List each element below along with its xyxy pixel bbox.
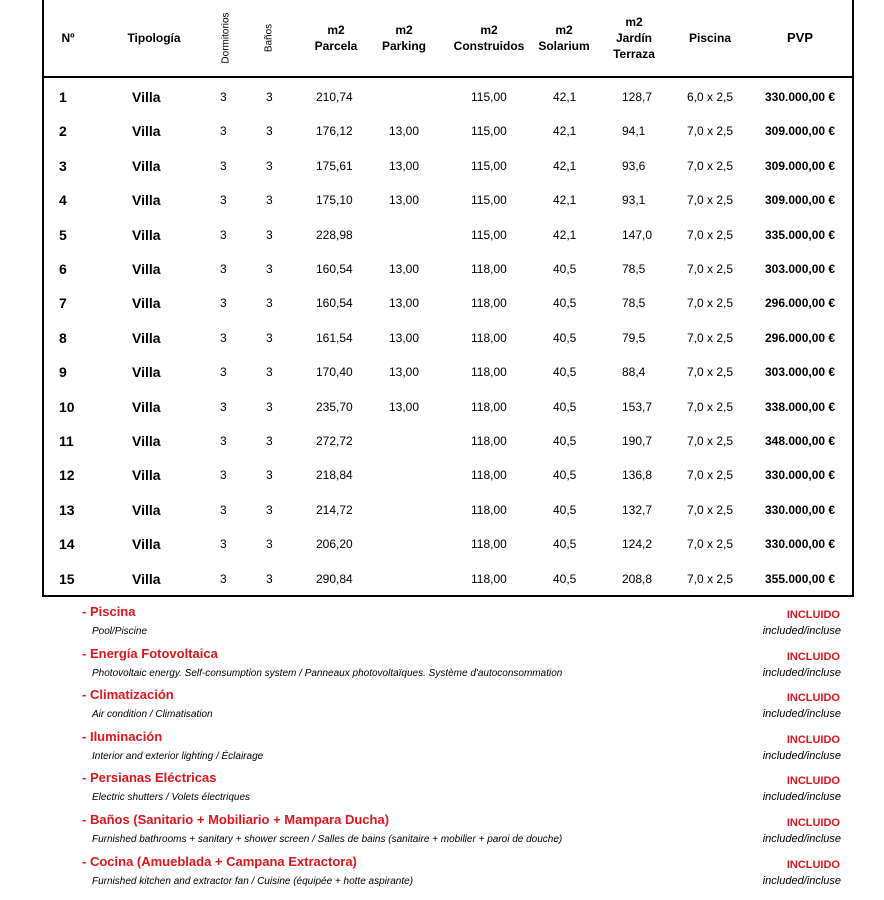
solarium-cell: 42,1 xyxy=(553,227,577,242)
construidos-cell: 118,00 xyxy=(471,262,507,276)
parking-cell: 13,00 xyxy=(389,365,420,380)
included-translation: included/incluse xyxy=(762,833,841,845)
dormitorios-cell: 3 xyxy=(220,468,227,483)
jardin-cell: 78,5 xyxy=(622,262,646,276)
piscina-cell: 7,0 x 2,5 xyxy=(687,262,734,276)
tipologia-cell: Villa xyxy=(132,467,161,484)
pvp-cell: 309.000,00 € xyxy=(765,124,836,139)
solarium-cell: 40,5 xyxy=(553,365,577,380)
solarium-cell: 40,5 xyxy=(553,399,577,414)
tipologia-cell: Villa xyxy=(132,295,161,312)
feature-description: Photovoltaic energy. Self-consumption system / Panneaux photovoltaïques. Système d'autoconsommation xyxy=(92,667,563,679)
row-number: 5 xyxy=(59,226,67,243)
parking-cell: 13,00 xyxy=(389,262,420,276)
parking-cell: 13,00 xyxy=(389,330,420,345)
piscina-cell: 7,0 x 2,5 xyxy=(687,434,734,448)
header-parking: m2 Parking xyxy=(381,23,426,53)
feature-title: - Persianas Eléctricas xyxy=(82,770,217,786)
table-row xyxy=(44,286,852,320)
tipologia-cell: Villa xyxy=(132,501,161,518)
parcela-cell: 175,10 xyxy=(316,193,353,208)
feature-description: Electric shutters / Volets électriques xyxy=(92,792,251,804)
header-number: Nº xyxy=(61,31,75,45)
included-translation: included/incluse xyxy=(762,874,841,887)
construidos-cell: 115,00 xyxy=(471,158,507,173)
row-number: 9 xyxy=(59,364,67,381)
dormitorios-cell: 3 xyxy=(220,193,227,208)
pvp-cell: 330.000,00 € xyxy=(765,537,836,552)
solarium-cell: 40,5 xyxy=(553,330,577,345)
pvp-cell: 303.000,00 € xyxy=(765,365,836,380)
feature-title: - Iluminación xyxy=(82,728,163,744)
construidos-cell: 118,00 xyxy=(471,365,507,380)
piscina-cell: 7,0 x 2,5 xyxy=(687,571,734,586)
feature-item xyxy=(0,766,884,808)
feature-item xyxy=(0,642,884,684)
parcela-cell: 176,12 xyxy=(316,124,353,139)
jardin-cell: 78,5 xyxy=(622,296,646,311)
jardin-cell: 93,6 xyxy=(622,158,646,173)
table-row xyxy=(44,80,852,114)
header-banos: Baños xyxy=(263,23,275,53)
jardin-cell: 132,7 xyxy=(622,502,653,517)
dormitorios-cell: 3 xyxy=(220,227,227,242)
dormitorios-cell: 3 xyxy=(220,158,227,173)
piscina-cell: 7,0 x 2,5 xyxy=(687,399,734,414)
construidos-cell: 118,00 xyxy=(471,296,507,311)
tipologia-cell: Villa xyxy=(132,398,161,415)
parcela-cell: 290,84 xyxy=(316,571,353,586)
included-label: INCLUIDO xyxy=(786,858,840,871)
solarium-cell: 40,5 xyxy=(553,296,577,311)
pvp-cell: 355.000,00 € xyxy=(765,571,836,586)
banos-cell: 3 xyxy=(266,90,273,104)
parcela-cell: 206,20 xyxy=(316,537,353,552)
banos-cell: 3 xyxy=(266,296,273,311)
feature-title: - Cocina (Amueblada + Campana Extractora) xyxy=(82,853,357,869)
parking-cell: 13,00 xyxy=(389,158,420,173)
included-translation: included/incluse xyxy=(762,708,841,721)
pvp-cell: 330.000,00 € xyxy=(765,90,836,104)
row-number: 7 xyxy=(59,295,67,312)
solarium-cell: 40,5 xyxy=(553,537,577,552)
parcela-cell: 272,72 xyxy=(316,434,353,448)
piscina-cell: 7,0 x 2,5 xyxy=(687,330,734,345)
dormitorios-cell: 3 xyxy=(220,571,227,586)
pvp-cell: 330.000,00 € xyxy=(765,502,836,517)
solarium-cell: 42,1 xyxy=(553,193,577,208)
construidos-cell: 115,00 xyxy=(471,124,507,139)
header-piscina: Piscina xyxy=(688,31,732,45)
dormitorios-cell: 3 xyxy=(220,434,227,448)
construidos-cell: 118,00 xyxy=(471,502,507,517)
table-row xyxy=(44,252,852,286)
parcela-cell: 214,72 xyxy=(316,502,353,517)
piscina-cell: 7,0 x 2,5 xyxy=(687,502,734,517)
jardin-cell: 208,8 xyxy=(622,571,653,586)
banos-cell: 3 xyxy=(266,537,273,552)
piscina-cell: 7,0 x 2,5 xyxy=(687,124,734,139)
banos-cell: 3 xyxy=(266,365,273,380)
tipologia-cell: Villa xyxy=(132,157,161,174)
tipologia-cell: Villa xyxy=(132,261,161,277)
tipologia-cell: Villa xyxy=(132,536,161,553)
banos-cell: 3 xyxy=(266,158,273,173)
jardin-cell: 147,0 xyxy=(622,227,653,242)
feature-item xyxy=(0,683,884,725)
header-construidos: m2 Construidos xyxy=(453,23,525,53)
solarium-cell: 40,5 xyxy=(553,434,577,448)
banos-cell: 3 xyxy=(266,571,273,586)
price-table xyxy=(42,0,854,597)
banos-cell: 3 xyxy=(266,193,273,208)
feature-item xyxy=(0,600,884,642)
table-row xyxy=(44,390,852,424)
tipologia-cell: Villa xyxy=(132,89,161,105)
table-row xyxy=(44,218,852,252)
tipologia-cell: Villa xyxy=(132,192,161,209)
feature-title: - Piscina xyxy=(82,604,136,619)
parcela-cell: 161,54 xyxy=(316,330,353,345)
banos-cell: 3 xyxy=(266,399,273,414)
feature-description: Pool/Piscine xyxy=(92,626,148,637)
piscina-cell: 7,0 x 2,5 xyxy=(687,227,734,242)
table-header xyxy=(44,0,852,78)
parking-cell: 13,00 xyxy=(389,296,420,311)
row-number: 10 xyxy=(59,398,75,415)
jardin-cell: 128,7 xyxy=(622,90,653,104)
parcela-cell: 160,54 xyxy=(316,296,353,311)
tipologia-cell: Villa xyxy=(132,226,161,243)
table-row xyxy=(44,458,852,492)
row-number: 11 xyxy=(59,433,74,449)
dormitorios-cell: 3 xyxy=(220,330,227,345)
table-row xyxy=(44,493,852,527)
included-label: INCLUIDO xyxy=(786,650,840,663)
feature-description: Furnished kitchen and extractor fan / Cuisine (équipée + hotte aspirante) xyxy=(92,875,414,887)
row-number: 2 xyxy=(59,123,67,140)
piscina-cell: 6,0 x 2,5 xyxy=(687,90,734,104)
construidos-cell: 118,00 xyxy=(471,434,507,448)
included-label: INCLUIDO xyxy=(786,817,840,829)
construidos-cell: 115,00 xyxy=(471,90,507,104)
construidos-cell: 118,00 xyxy=(471,468,507,483)
jardin-cell: 136,8 xyxy=(622,468,653,483)
construidos-cell: 115,00 xyxy=(471,193,507,208)
table-row xyxy=(44,183,852,217)
row-number: 12 xyxy=(59,467,75,484)
dormitorios-cell: 3 xyxy=(220,399,227,414)
tipologia-cell: Villa xyxy=(132,364,161,381)
jardin-cell: 190,7 xyxy=(622,434,653,448)
feature-title: - Baños (Sanitario + Mobiliario + Mampara Ducha) xyxy=(82,812,390,827)
jardin-cell: 124,2 xyxy=(622,537,653,552)
feature-item xyxy=(0,725,884,767)
dormitorios-cell: 3 xyxy=(220,502,227,517)
jardin-cell: 93,1 xyxy=(622,193,646,208)
solarium-cell: 42,1 xyxy=(553,90,577,104)
piscina-cell: 7,0 x 2,5 xyxy=(687,158,734,173)
tipologia-cell: Villa xyxy=(132,329,161,346)
parcela-cell: 218,84 xyxy=(316,468,353,483)
feature-item xyxy=(0,850,884,892)
row-number: 3 xyxy=(59,157,67,174)
solarium-cell: 42,1 xyxy=(553,158,577,173)
parcela-cell: 235,70 xyxy=(316,399,353,414)
construidos-cell: 118,00 xyxy=(471,330,507,345)
dormitorios-cell: 3 xyxy=(220,262,227,276)
jardin-cell: 88,4 xyxy=(622,365,646,380)
solarium-cell: 40,5 xyxy=(553,262,577,276)
solarium-cell: 42,1 xyxy=(553,124,577,139)
solarium-cell: 40,5 xyxy=(553,502,577,517)
piscina-cell: 7,0 x 2,5 xyxy=(687,365,734,380)
parcela-cell: 170,40 xyxy=(316,365,353,380)
banos-cell: 3 xyxy=(266,468,273,483)
banos-cell: 3 xyxy=(266,262,273,276)
piscina-cell: 7,0 x 2,5 xyxy=(687,296,734,311)
row-number: 15 xyxy=(59,570,75,587)
included-label: INCLUIDO xyxy=(786,692,840,705)
feature-title: - Energía Fotovoltaica xyxy=(82,645,218,661)
tipologia-cell: Villa xyxy=(132,123,161,140)
table-row xyxy=(44,321,852,355)
included-translation: included/incluse xyxy=(762,666,841,679)
included-translation: included/incluse xyxy=(762,791,841,804)
piscina-cell: 7,0 x 2,5 xyxy=(687,193,734,208)
table-row xyxy=(44,562,852,596)
table-row xyxy=(44,149,852,183)
tipologia-cell: Villa xyxy=(132,570,161,587)
piscina-cell: 7,0 x 2,5 xyxy=(687,468,734,483)
header-dormitorios: Dormitorios xyxy=(220,12,232,64)
included-label: INCLUIDO xyxy=(786,775,840,788)
row-number: 1 xyxy=(59,89,67,105)
table-row xyxy=(44,114,852,148)
feature-title: - Climatización xyxy=(82,687,174,703)
pvp-cell: 296.000,00 € xyxy=(765,330,836,345)
pvp-cell: 309.000,00 € xyxy=(765,158,836,173)
solarium-cell: 40,5 xyxy=(553,571,577,586)
row-number: 4 xyxy=(59,192,67,209)
parking-cell: 13,00 xyxy=(389,193,420,208)
dormitorios-cell: 3 xyxy=(220,124,227,139)
parcela-cell: 175,61 xyxy=(316,158,353,173)
pvp-cell: 335.000,00 € xyxy=(765,227,836,242)
construidos-cell: 115,00 xyxy=(471,227,507,242)
pvp-cell: 348.000,00 € xyxy=(765,434,836,448)
feature-item xyxy=(0,808,884,850)
included-label: INCLUIDO xyxy=(786,733,840,746)
banos-cell: 3 xyxy=(266,227,273,242)
included-translation: included/incluse xyxy=(762,625,841,637)
solarium-cell: 40,5 xyxy=(553,468,577,483)
construidos-cell: 118,00 xyxy=(471,571,507,586)
banos-cell: 3 xyxy=(266,124,273,139)
parking-cell: 13,00 xyxy=(389,399,420,414)
construidos-cell: 118,00 xyxy=(471,537,507,552)
feature-description: Air condition / Climatisation xyxy=(92,709,213,721)
pvp-cell: 296.000,00 € xyxy=(765,296,836,311)
row-number: 6 xyxy=(59,261,67,277)
pvp-cell: 303.000,00 € xyxy=(765,262,836,276)
parking-cell: 13,00 xyxy=(389,124,420,139)
table-row xyxy=(44,424,852,458)
feature-description: Interior and exterior lighting / Éclairage xyxy=(92,750,264,762)
header-jardin-terraza: m2 Jardín Terraza xyxy=(613,15,655,61)
row-number: 14 xyxy=(59,536,75,553)
dormitorios-cell: 3 xyxy=(220,296,227,311)
parcela-cell: 210,74 xyxy=(316,90,353,104)
banos-cell: 3 xyxy=(266,330,273,345)
dormitorios-cell: 3 xyxy=(220,90,227,104)
construidos-cell: 118,00 xyxy=(471,399,507,414)
row-number: 13 xyxy=(59,501,75,518)
banos-cell: 3 xyxy=(266,502,273,517)
dormitorios-cell: 3 xyxy=(220,365,227,380)
jardin-cell: 79,5 xyxy=(622,330,646,345)
feature-description: Furnished bathrooms + sanitary + shower screen / Salles de bains (sanitaire + mobilier + paroi de douche) xyxy=(92,834,563,845)
row-number: 8 xyxy=(59,329,67,346)
table-row xyxy=(44,527,852,561)
pvp-cell: 309.000,00 € xyxy=(765,193,836,208)
jardin-cell: 153,7 xyxy=(622,399,653,414)
header-pvp: PVP xyxy=(786,30,813,45)
included-translation: included/incluse xyxy=(762,749,841,762)
dormitorios-cell: 3 xyxy=(220,537,227,552)
pvp-cell: 338.000,00 € xyxy=(765,399,836,414)
table-row xyxy=(44,355,852,389)
parcela-cell: 228,98 xyxy=(316,227,353,242)
header-parcela: m2 Parcela xyxy=(314,23,358,53)
header-solarium: m2 Solarium xyxy=(538,23,590,53)
piscina-cell: 7,0 x 2,5 xyxy=(687,537,734,552)
parcela-cell: 160,54 xyxy=(316,262,353,276)
jardin-cell: 94,1 xyxy=(622,124,646,139)
banos-cell: 3 xyxy=(266,434,273,448)
tipologia-cell: Villa xyxy=(132,433,161,449)
header-tipologia: Tipología xyxy=(127,31,181,45)
included-label: INCLUIDO xyxy=(786,609,840,621)
pvp-cell: 330.000,00 € xyxy=(765,468,836,483)
